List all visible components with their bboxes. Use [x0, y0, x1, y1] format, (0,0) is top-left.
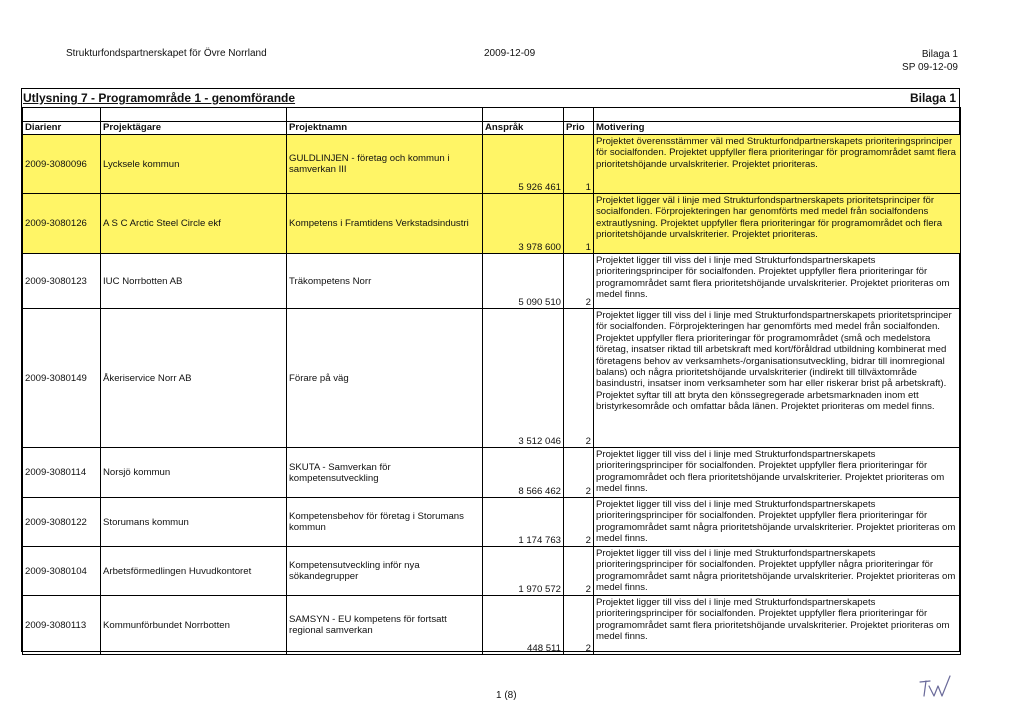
table-row [23, 254, 961, 309]
priority-cell: 2 [564, 448, 594, 498]
project-name-cell: GULDLINJEN - företag och kommun i samverkan III [287, 135, 483, 194]
table-header-row [23, 122, 961, 135]
amount-cell: 3 978 600 [483, 194, 564, 254]
column-header-motivation: Motivering [594, 122, 961, 135]
owner-cell: Storumans kommun [101, 498, 287, 547]
column-header-amount: Anspråk [483, 122, 564, 135]
organization-header: Strukturfondspartnerskapet för Övre Norrland [66, 48, 267, 59]
appendix-label: Bilaga 1 [921, 49, 958, 60]
sheet-title-row [22, 89, 959, 107]
priority-cell: 1 [564, 135, 594, 194]
diarienr-cell: 2009-3080123 [23, 254, 101, 309]
motivation-cell: Projektet ligger till viss del i linje med Strukturfondspartnerskapets prioriteringsprinciper för socialfonden. Projektet uppfyller flera prioriteringar för programområdet samt flera prioritetshöjande urvalskriterier. Projektet prioriteras om medel finns. [594, 596, 961, 655]
table-row [23, 498, 961, 547]
initials-signature [916, 672, 958, 700]
diarienr-cell: 2009-3080104 [23, 547, 101, 596]
amount-cell: 5 926 461 [483, 135, 564, 194]
table-row [23, 309, 961, 448]
table-row [23, 547, 961, 596]
project-name-cell: Kompetensbehov för företag i Storumans kommun [287, 498, 483, 547]
amount-cell: 448 511 [483, 596, 564, 655]
amount-cell: 8 566 462 [483, 448, 564, 498]
priority-cell: 2 [564, 309, 594, 448]
owner-cell: Arbetsförmedlingen Huvudkontoret [101, 547, 287, 596]
motivation-cell: Projektet ligger väl i linje med Strukturfondspartnerskapets prioritetsprinciper för socialfonden. Förprojekteringen har genomförts med medel från socialfondens extrautlysning. Projektet uppfyller flera prioriteringar för programområdet och flera prioritetshöjande urvalskriterier. Projektet prioriteras. [594, 194, 961, 254]
sheet-title: Utlysning 7 - Programområde 1 - genomförande [23, 91, 296, 105]
project-name-cell: Träkompetens Norr [287, 254, 483, 309]
owner-cell: Lycksele kommun [101, 135, 287, 194]
diarienr-cell: 2009-3080149 [23, 309, 101, 448]
appendix-reference [902, 48, 958, 74]
project-name-cell: Kompetensutveckling inför nya sökandegrupper [287, 547, 483, 596]
priority-cell: 2 [564, 498, 594, 547]
column-header-prio: Prio [564, 122, 594, 135]
owner-cell: A S C Arctic Steel Circle ekf [101, 194, 287, 254]
motivation-cell: Projektet ligger till viss del i linje med Strukturfondspartnerskapets prioriteringsprinciper för socialfonden. Projektet uppfyller några prioriteringar för programområdet samt några prioritetshöjande urvalskriterier. Projektet prioriteras om medel finns. [594, 547, 961, 596]
priority-cell: 2 [564, 547, 594, 596]
sheet-appendix-label: Bilaga 1 [909, 91, 956, 105]
spreadsheet [21, 88, 960, 652]
priority-cell: 2 [564, 254, 594, 309]
page-number: 1 (8) [496, 690, 517, 701]
column-header-name: Projektnamn [287, 122, 483, 135]
table-row [23, 194, 961, 254]
motivation-cell: Projektet ligger till viss del i linje med Strukturfondspartnerskapets prioriteringsprinciper för socialfonden. Projektet uppfyller flera prioriteringar för programområdet samt flera prioritetshöjande urvalskriterier. Projektet prioriteras om medel finns. [594, 254, 961, 309]
document-date: 2009-12-09 [484, 48, 536, 59]
diarienr-cell: 2009-3080122 [23, 498, 101, 547]
table-row [23, 448, 961, 498]
motivation-cell: Projektet ligger till viss del i linje med Strukturfondspartnerskapets prioriteringsprinciper för socialfonden. Projektet uppfyller flera prioriteringar för programområdet samt några prioritetshöjande urvalskriterier. Projektet prioriteras om medel finns. [594, 498, 961, 547]
diarienr-cell: 2009-3080113 [23, 596, 101, 655]
motivation-cell: Projektet överensstämmer väl med Strukturfondpartnerskapets prioriteringsprinciper för socialfonden. Projektet uppfyller flera prioriteringar för programområdet samt flera prioritetshöjande urvalskriterier. Projektet prioriteras. [594, 135, 961, 194]
priority-cell: 1 [564, 194, 594, 254]
project-name-cell: Förare på väg [287, 309, 483, 448]
owner-cell: IUC Norrbotten AB [101, 254, 287, 309]
owner-cell: Åkeriservice Norr AB [101, 309, 287, 448]
spacer-row [23, 108, 961, 122]
owner-cell: Norsjö kommun [101, 448, 287, 498]
column-header-owner: Projektägare [101, 122, 287, 135]
priority-cell: 2 [564, 596, 594, 655]
reference-number: SP 09-12-09 [902, 62, 958, 73]
motivation-cell: Projektet ligger till viss del i linje med Strukturfondspartnerskapets prioritetsprinciper för socialfonden. Förprojekteringen har genomförts med medel från socialfonden. Projektet uppfyller flera prioriteringar för programområdet (små och medelstora företag, insatser riktad till arbetskraft med kort/föråldrad utbildning kombinerat med företagens behov av verksamhets-/organisationsutveckling, bidrar till inomregional balans) och några prioritetshöjande urvalskriterier (indirekt till tillväxtområde basindustri, insatser inom verksamheter som har eller riskerar brist på arbetskraft). Projektet syftar till att bryta den könssegregerade arbetsmarknaden inom ett bristyrkesområde och omfattar båda länen. Projektet prioriteras om medel finns. [594, 309, 961, 448]
project-name-cell: Kompetens i Framtidens Verkstadsindustri [287, 194, 483, 254]
table-row [23, 596, 961, 655]
amount-cell: 1 174 763 [483, 498, 564, 547]
project-name-cell: SAMSYN - EU kompetens för fortsatt regional samverkan [287, 596, 483, 655]
applications-table [22, 107, 961, 655]
amount-cell: 3 512 046 [483, 309, 564, 448]
amount-cell: 5 090 510 [483, 254, 564, 309]
diarienr-cell: 2009-3080096 [23, 135, 101, 194]
owner-cell: Kommunförbundet Norrbotten [101, 596, 287, 655]
diarienr-cell: 2009-3080114 [23, 448, 101, 498]
diarienr-cell: 2009-3080126 [23, 194, 101, 254]
motivation-cell: Projektet ligger till viss del i linje med Strukturfondspartnerskapets prioriteringsprinciper för socialfonden. Projektet uppfyller flera prioriteringar för programområdet och flera prioritetshöjande urvalskriterier. Projektet prioriteras om medel finns. [594, 448, 961, 498]
table-row [23, 135, 961, 194]
project-name-cell: SKUTA - Samverkan för kompetensutveckling [287, 448, 483, 498]
amount-cell: 1 970 572 [483, 547, 564, 596]
column-header-diarienr: Diarienr [23, 122, 101, 135]
